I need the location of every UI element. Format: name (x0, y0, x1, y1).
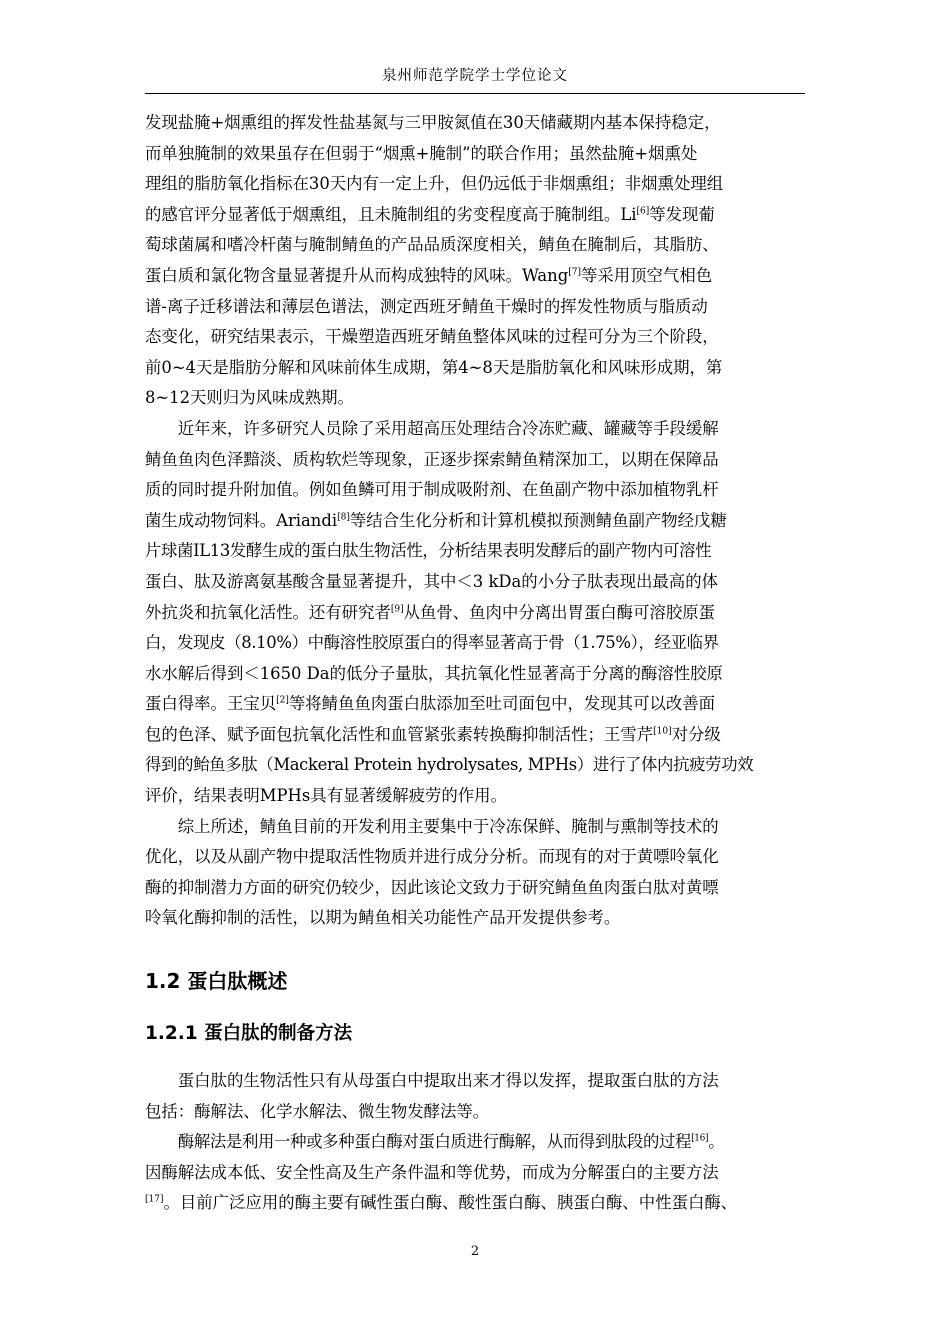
text-line (145, 1127, 817, 1158)
citation: [6] (636, 206, 650, 217)
citation: [10] (653, 726, 672, 737)
text-line: 而单独腌制的效果虽存在但弱于“烟熏+腌制”的联合作用；虽然盐腌+烟熏处 (145, 143, 698, 163)
text-line (145, 200, 807, 231)
citation: [7] (568, 267, 581, 278)
section-text (145, 1066, 817, 1219)
paragraph-4 (145, 1066, 817, 1127)
text-line: 优化，以及从副产物中提取活性物质并进行成分分析。而现有的对于黄嘌呤氧化 (145, 847, 719, 867)
paragraph-5 (145, 1127, 817, 1219)
header-rule (145, 93, 805, 94)
text-segment: 等采用顶空气相色 (580, 265, 713, 285)
text-segment: 蛋白质和氯化物含量显著提升从而构成独特的风味。Wang (145, 265, 569, 285)
text-line: 蛋白肽的生物活性只有从母蛋白中提取出来才得以发挥，提取蛋白肽的方法 (177, 1071, 719, 1090)
text-line: 态变化，研究结果表示，干燥塑造西班牙鲭鱼整体风味的过程可分为三个阶段， (145, 327, 719, 347)
text-line: 呤氧化酶抑制的活性，以期为鲭鱼相关功能性产品开发提供参考。 (145, 908, 621, 928)
text-line (145, 689, 807, 720)
text-line: 谱-离子迁移谱法和薄层色谱法，测定西班牙鲭鱼干燥时的挥发性物质与脂质动 (145, 296, 708, 316)
text-segment: 等将鲭鱼鱼肉蛋白肽添加至吐司面包中，发现其可以改善面 (288, 694, 716, 714)
paragraph-3 (145, 812, 807, 934)
text-line: 前0~4天是脂肪分解和风味前体生成期，第4~8天是脂肪氧化和风味形成期，第 (145, 357, 723, 377)
text-line: 近年来，许多研究人员除了采用超高压处理结合冷冻贮藏、罐藏等手段缓解 (177, 418, 719, 438)
text-segment: 等发现葡 (649, 204, 715, 224)
text-segment: 。目前广泛应用的酶主要有碱性蛋白酶、酸性蛋白酶、胰蛋白酶、中性蛋白酶、 (163, 1193, 738, 1213)
text-segment: 酶解法是利用一种或多种蛋白酶对蛋白质进行酶解，从而得到肽段的过程 (177, 1132, 692, 1152)
text-line: 萄球菌属和嗜冷杆菌与腌制鲭鱼的产品品质深度相关，鲭鱼在腌制后，其脂肪、 (145, 235, 719, 255)
text-line: 酶的抑制潜力方面的研究仍较少，因此该论文致力于研究鲭鱼鱼肉蛋白肽对黄嘌 (145, 877, 719, 897)
text-line (145, 261, 807, 292)
citation: [9] (390, 604, 404, 615)
text-line: 理组的脂肪氧化指标在30天内有一定上升，但仍远低于非烟熏组；非烟熏处理组 (145, 174, 724, 194)
text-segment: 外抗炎和抗氧化活性。还有研究者 (145, 602, 391, 622)
text-segment: 对分级 (671, 724, 721, 744)
text-line (145, 598, 807, 629)
text-line: 发现盐腌+烟熏组的挥发性盐基氮与三甲胺氮值在30天储藏期内基本保持稳定， (145, 113, 721, 132)
text-line: 因酶解法成本低、安全性高及生产条件温和等优势，而成为分解蛋白的主要方法 (145, 1162, 719, 1182)
citation: [16] (691, 1133, 709, 1144)
text-line: 综上所述，鲭鱼目前的开发利用主要集中于冷冻保鲜、腌制与熏制等技术的 (177, 816, 719, 836)
text-segment: 等结合生化分析和计算机模拟预测鲭鱼副产物经戊糖 (349, 510, 727, 530)
page-number: 2 (470, 1244, 480, 1259)
main-text (145, 108, 807, 934)
text-segment: 包的色泽、赋予面包抗氧化活性和血管紧张素转换酶抑制活性；王雪芹 (145, 724, 654, 744)
text-line: 评价，结果表明MPHs具有显著缓解疲劳的作用。 (145, 786, 507, 806)
text-line: 8~12天则归为风味成熟期。 (145, 388, 354, 408)
text-line: 鲭鱼鱼肉色泽黯淡、质构软烂等现象，正逐步探索鲭鱼精深加工，以期在保障品 (145, 449, 719, 469)
text-line: 水水解后得到＜1650 Da的低分子量肽，其抗氧化性显著高于分离的酶溶性胶原 (145, 663, 723, 683)
text-line: 质的同时提升附加值。例如鱼鳞可用于制成吸附剂、在鱼副产物中添加植物乳杆 (145, 480, 719, 500)
running-header: 泉州师范学院学士学位论文 (382, 68, 568, 84)
text-line: 包括：酶解法、化学水解法、微生物发酵法等。 (145, 1101, 490, 1121)
text-segment: 菌生成动物饲料。Ariandi (145, 510, 338, 530)
paragraph-1 (145, 108, 807, 414)
text-line (145, 720, 807, 751)
text-segment: 的感官评分显著低于烟熏组，且未腌制组的劣变程度高于腌制组。Li (145, 204, 637, 224)
citation: [2] (276, 695, 289, 706)
citation: [17] (145, 1194, 164, 1205)
text-segment: 蛋白得率。王宝贝 (145, 694, 277, 714)
text-line: 得到的鲐鱼多肽（Mackeral Protein hydrolysates, MPHs）进行了体内抗疲劳功效 (145, 755, 754, 775)
section-heading: 1.2 蛋白肽概述 (145, 969, 288, 993)
text-segment: 从鱼骨、鱼肉中分离出胃蛋白酶可溶胶原蛋 (403, 602, 716, 622)
text-line (145, 1188, 817, 1219)
text-line: 蛋白、肽及游离氨基酸含量显著提升，其中＜3 kDa的小分子肽表现出最高的体 (145, 571, 718, 591)
text-line: 片球菌IL13发酵生成的蛋白肽生物活性，分析结果表明发酵后的副产物内可溶性 (145, 541, 712, 561)
subsection-heading: 1.2.1 蛋白肽的制备方法 (145, 1023, 353, 1044)
paragraph-2 (145, 414, 807, 812)
text-line (145, 506, 807, 537)
citation: [8] (337, 512, 350, 523)
text-line: 白，发现皮（8.10%）中酶溶性胶原蛋白的得率显著高于骨（1.75%），经亚临界 (145, 633, 719, 653)
text-segment: 。 (708, 1132, 725, 1152)
